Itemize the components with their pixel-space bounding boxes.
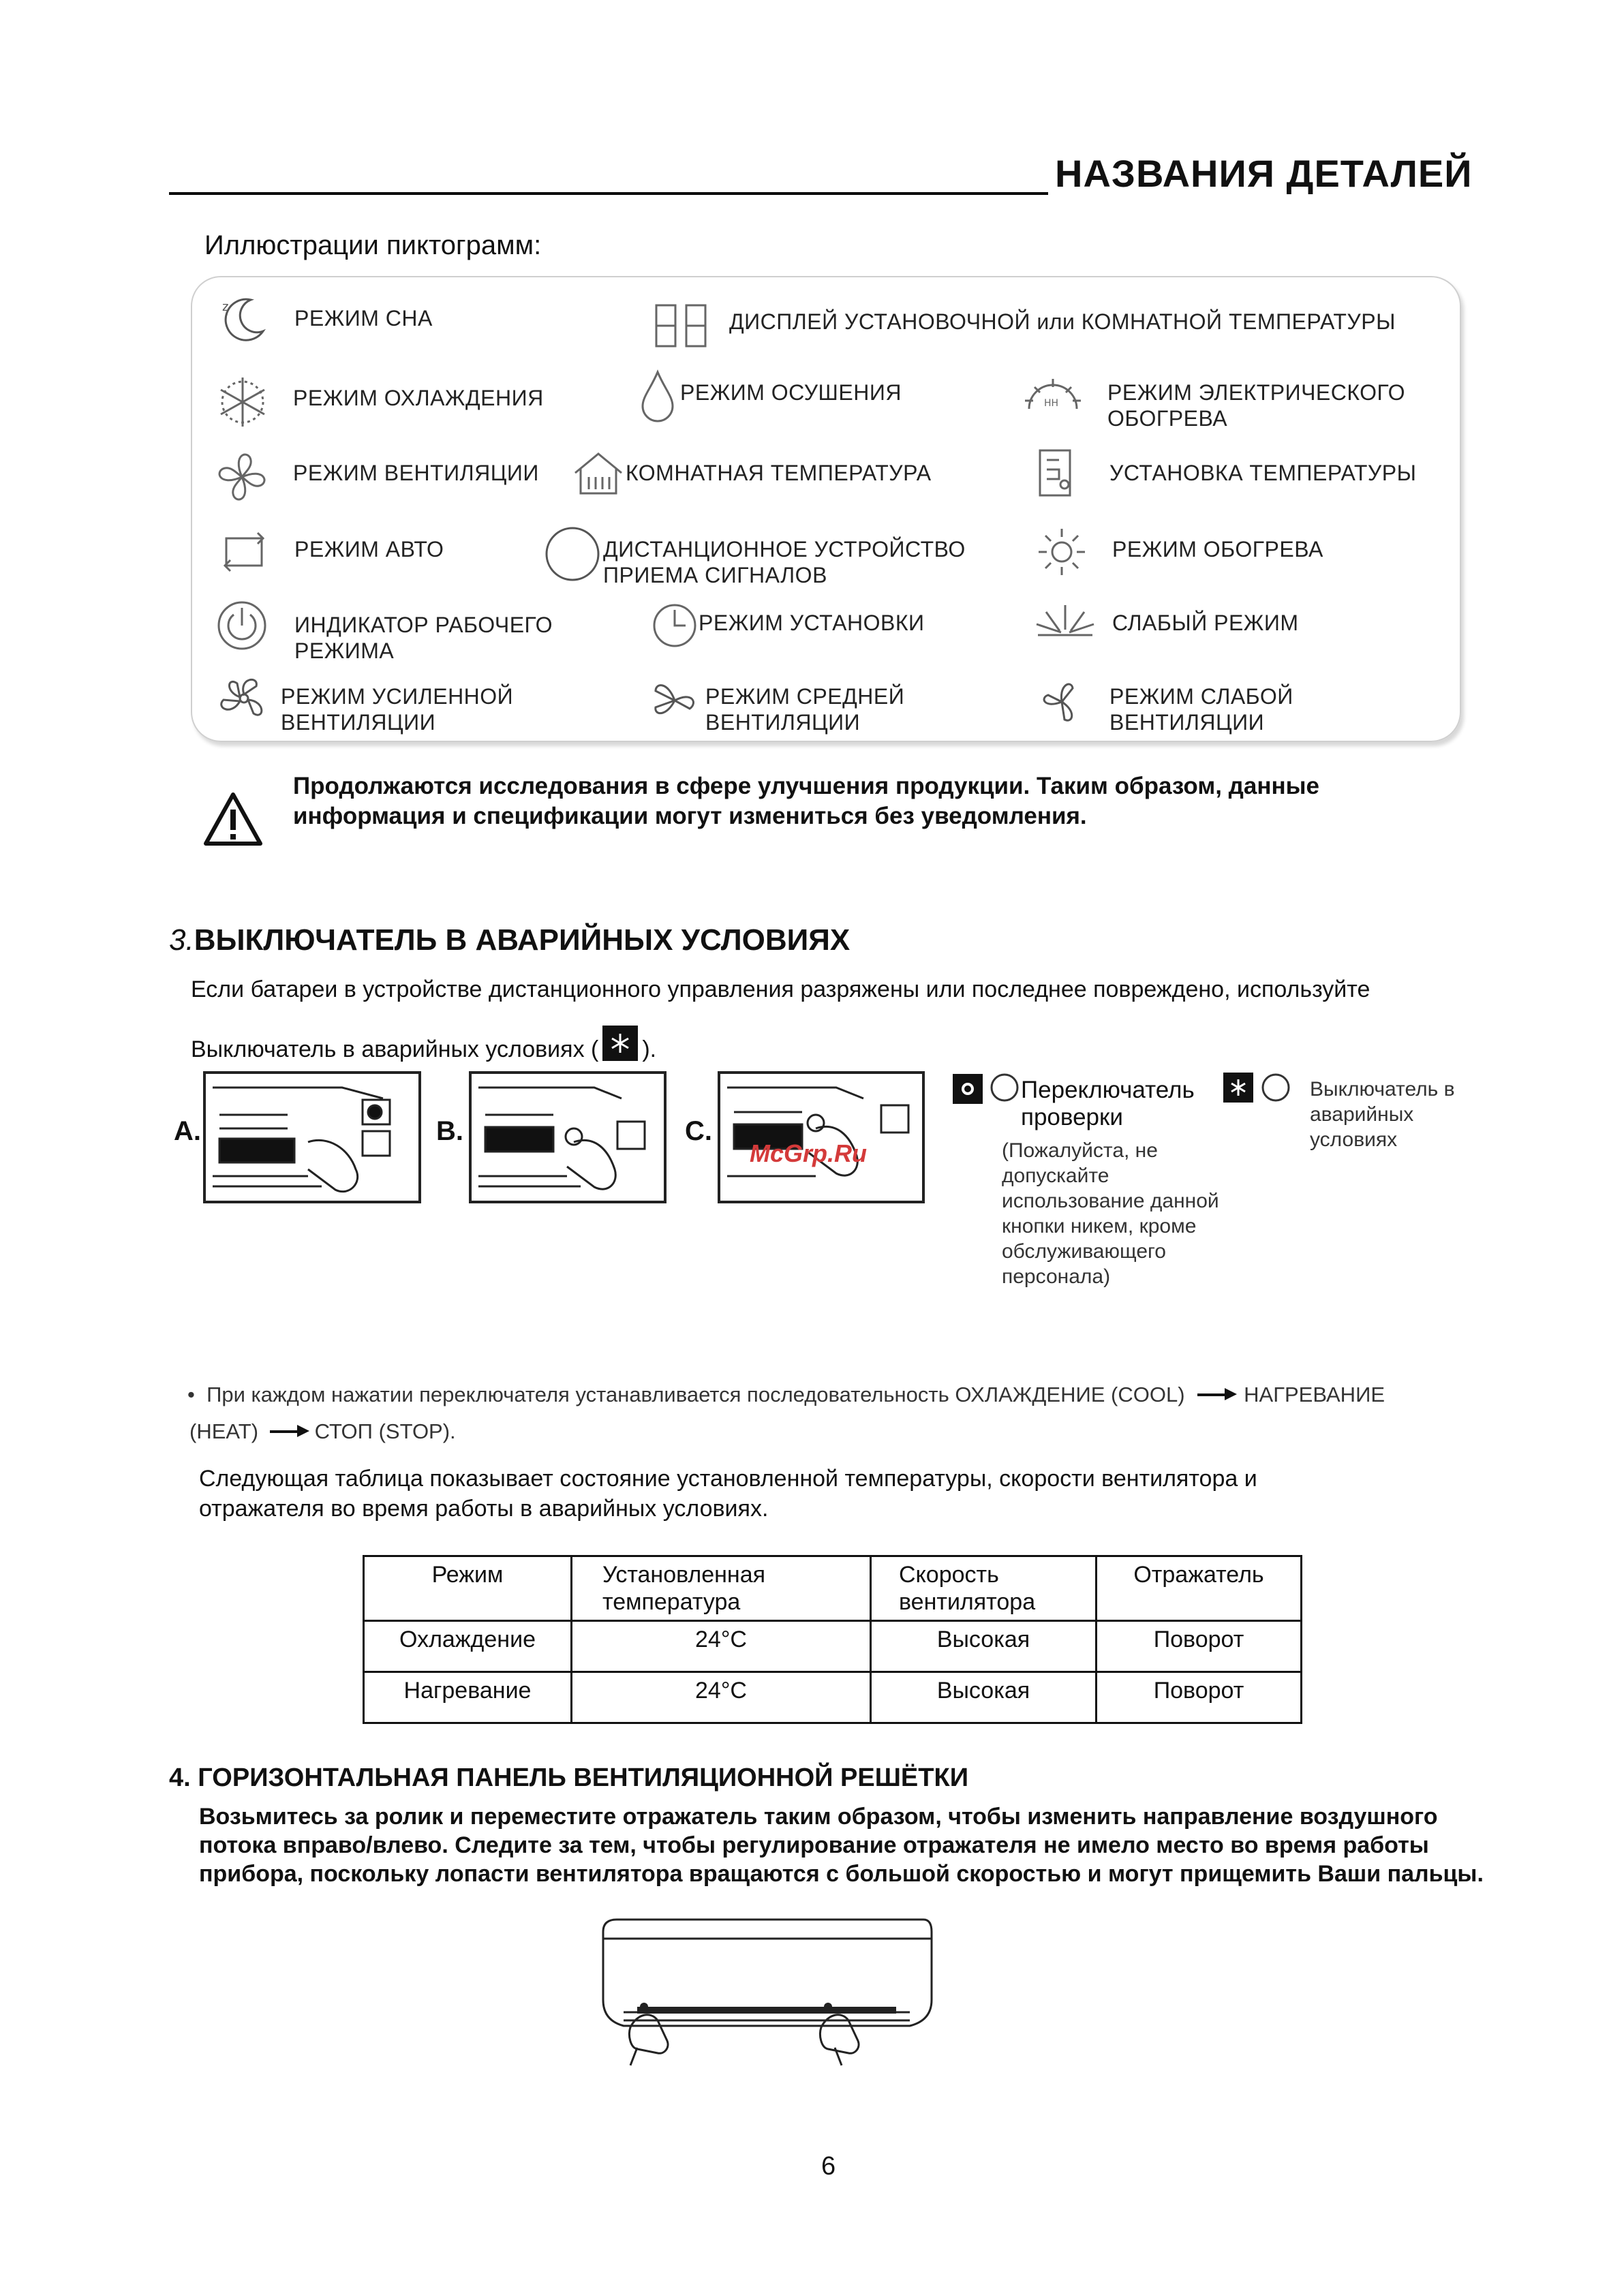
sleep-mode-icon bbox=[217, 292, 271, 346]
remote-receiver-icon bbox=[542, 523, 603, 585]
header-rule bbox=[169, 192, 1048, 195]
legend-line: аварийных bbox=[1310, 1103, 1414, 1126]
table-cell: 24°C bbox=[572, 1621, 871, 1672]
pictogram-label: ДИСТАНЦИОННОЕ УСТРОЙСТВО ПРИЕМА СИГНАЛОВ bbox=[603, 537, 966, 587]
low-mode-icon bbox=[1032, 600, 1098, 641]
bullet-line-2 bbox=[189, 1419, 456, 1444]
check-switch-button-icon bbox=[990, 1073, 1020, 1103]
figure-b-panel bbox=[469, 1071, 667, 1203]
bullet-dot: • bbox=[187, 1383, 207, 1406]
pictogram-label: РЕЖИМ ОБОГРЕВА bbox=[1112, 537, 1323, 561]
section-4-title: 4. ГОРИЗОНТАЛЬНАЯ ПАНЕЛЬ ВЕНТИЛЯЦИОННОЙ РЕШЁТКИ bbox=[169, 1763, 969, 1792]
section-3-paragraph-2 bbox=[191, 1026, 656, 1064]
fan-mode-icon bbox=[211, 446, 273, 508]
pictogram-label: КОМНАТНАЯ ТЕМПЕРАТУРА bbox=[626, 461, 932, 485]
watermark: McGrp.Ru bbox=[750, 1139, 868, 1167]
section-3-paragraph-1: Если батареи в устройстве дистанционного управления разряжены или последнее повреждено, используйте bbox=[191, 976, 1370, 1002]
paragraph-2-before: Выключатель в аварийных условиях ( bbox=[191, 1036, 599, 1062]
table-cell: Поворот bbox=[1097, 1672, 1302, 1723]
bullet-text-2a: (HEAT) bbox=[189, 1419, 259, 1443]
table-intro-1: Следующая таблица показывает состояние установленной температуры, скорости вентилятора и bbox=[199, 1466, 1257, 1492]
electric-heat-icon bbox=[1022, 375, 1084, 416]
table-cell: Высокая bbox=[871, 1621, 1097, 1672]
emergency-legend-icon bbox=[1223, 1073, 1253, 1103]
legend-line: Выключатель в bbox=[1310, 1078, 1455, 1100]
fan-medium-icon bbox=[647, 673, 702, 728]
note-line: персонала) bbox=[1002, 1265, 1111, 1288]
air-conditioner-illustration bbox=[596, 1911, 937, 2071]
emergency-switch-icon bbox=[602, 1026, 638, 1061]
note-line: допускайте bbox=[1002, 1165, 1109, 1187]
bullet-text-2b: СТОП (STOP). bbox=[314, 1419, 456, 1443]
section-3-title bbox=[169, 923, 850, 957]
section-3-title-text: ВЫКЛЮЧАТЕЛЬ В АВАРИЙНЫХ УСЛОВИЯХ bbox=[194, 923, 851, 957]
pictogram-label: ДИСПЛЕЙ УСТАНОВОЧНОЙ или КОМНАТНОЙ ТЕМПЕРАТУРЫ bbox=[729, 309, 1396, 334]
arrow-right-icon bbox=[1196, 1382, 1238, 1407]
header-cell: Режим bbox=[364, 1556, 572, 1621]
note-line: обслуживающего bbox=[1002, 1240, 1166, 1263]
room-temperature-icon bbox=[571, 450, 626, 497]
pictogram-box bbox=[191, 276, 1461, 742]
emergency-mode-table bbox=[363, 1555, 1302, 1724]
table-cell: Охлаждение bbox=[364, 1621, 572, 1672]
heat-mode-icon bbox=[1036, 526, 1088, 578]
pictogram-label: РЕЖИМ АВТО bbox=[294, 537, 444, 561]
pictogram-label: РЕЖИМ УСТАНОВКИ bbox=[699, 611, 925, 635]
dry-mode-icon bbox=[637, 368, 678, 422]
bullet-text-1: При каждом нажатии переключателя устанавливается последовательность ОХЛАЖДЕНИЕ (COOL) bbox=[206, 1383, 1185, 1406]
section-3-number: 3. bbox=[169, 923, 194, 957]
check-switch-label-1: Переключатель bbox=[1021, 1077, 1195, 1103]
pictogram-label: РЕЖИМ ОХЛАЖДЕНИЯ bbox=[293, 386, 544, 410]
table-intro-2: отражателя во время работы в аварийных условиях. bbox=[199, 1496, 769, 1522]
figure-label-a: A. bbox=[174, 1116, 201, 1146]
check-switch-label-2: проверки bbox=[1021, 1104, 1123, 1130]
table-row bbox=[364, 1621, 1302, 1672]
fan-low-icon bbox=[1035, 675, 1089, 729]
warning-line-2: информация и спецификации могут измениться без уведомления. bbox=[293, 803, 1087, 829]
legend-line: условиях bbox=[1310, 1128, 1398, 1151]
auto-mode-icon bbox=[217, 525, 271, 579]
cooling-mode-icon bbox=[214, 373, 271, 431]
page-title: НАЗВАНИЯ ДЕТАЛЕЙ bbox=[1055, 152, 1473, 195]
pictogram-label: РЕЖИМ УСИЛЕННОЙ ВЕНТИЛЯЦИИ bbox=[281, 684, 514, 735]
header-cell: Скорость вентилятора bbox=[871, 1556, 1097, 1621]
table-cell: 24°C bbox=[572, 1672, 871, 1723]
check-switch-note bbox=[1002, 1138, 1219, 1289]
fan-high-icon bbox=[211, 671, 277, 726]
page-number: 6 bbox=[821, 2152, 836, 2181]
svg-text:z: z bbox=[222, 300, 229, 314]
pictogram-label: СЛАБЫЙ РЕЖИМ bbox=[1112, 611, 1299, 635]
table-header-row bbox=[364, 1556, 1302, 1621]
pictograms-heading: Иллюстрации пиктограмм: bbox=[204, 230, 542, 260]
pictogram-label: РЕЖИМ СНА bbox=[294, 306, 433, 330]
pictogram-label: РЕЖИМ СРЕДНЕЙ ВЕНТИЛЯЦИИ bbox=[705, 684, 905, 735]
table-cell: Поворот bbox=[1097, 1621, 1302, 1672]
pictogram-label: РЕЖИМ ОСУШЕНИЯ bbox=[680, 380, 902, 405]
note-line: использование данной bbox=[1002, 1190, 1219, 1212]
section-4-line-2: потока вправо/влево. Следите за тем, чтобы регулирование отражателя не имело место во время работы bbox=[199, 1832, 1429, 1858]
pictogram-label: ИНДИКАТОР РАБОЧЕГО РЕЖИМА bbox=[294, 613, 553, 663]
section-4-line-1: Возьмитесь за ролик и переместите отражатель таким образом, чтобы изменить направление воздушного bbox=[199, 1804, 1438, 1830]
figure-label-b: B. bbox=[436, 1116, 463, 1146]
pictogram-label: РЕЖИМ ЭЛЕКТРИЧЕСКОГО ОБОГРЕВА bbox=[1107, 380, 1405, 431]
check-switch-icon bbox=[953, 1074, 983, 1104]
pictogram-label: УСТАНОВКА ТЕМПЕРАТУРЫ bbox=[1109, 461, 1417, 485]
bullet-line-1 bbox=[187, 1382, 1385, 1407]
svg-text:HH: HH bbox=[1044, 398, 1059, 409]
figure-label-c: C. bbox=[685, 1116, 712, 1146]
figure-c-panel bbox=[718, 1071, 925, 1203]
header-cell: Установленная температура bbox=[572, 1556, 871, 1621]
paragraph-2-after: ). bbox=[642, 1036, 657, 1062]
pictogram-label: РЕЖИМ ВЕНТИЛЯЦИИ bbox=[293, 461, 539, 485]
table-row bbox=[364, 1672, 1302, 1723]
timer-mode-icon bbox=[651, 602, 699, 649]
temperature-display-icon bbox=[651, 300, 719, 354]
set-temperature-icon bbox=[1035, 446, 1082, 501]
table-cell: Нагревание bbox=[364, 1672, 572, 1723]
operation-indicator-icon bbox=[215, 598, 269, 653]
emergency-legend-label bbox=[1310, 1077, 1455, 1152]
emergency-button-icon bbox=[1261, 1073, 1291, 1103]
warning-triangle-icon bbox=[203, 790, 263, 848]
figure-a-panel bbox=[203, 1071, 421, 1203]
warning-line-1: Продолжаются исследования в сфере улучшения продукции. Таким образом, данные bbox=[293, 773, 1319, 799]
bullet-text-1b: НАГРЕВАНИЕ bbox=[1244, 1383, 1385, 1406]
arrow-right-icon bbox=[269, 1419, 311, 1444]
pictogram-label: РЕЖИМ СЛАБОЙ ВЕНТИЛЯЦИИ bbox=[1109, 684, 1293, 735]
note-line: кнопки никем, кроме bbox=[1002, 1215, 1197, 1237]
table-cell: Высокая bbox=[871, 1672, 1097, 1723]
section-4-line-3: прибора, поскольку лопасти вентилятора вращаются с большой скоростью и могут прищемить Ваши пальцы. bbox=[199, 1861, 1484, 1887]
note-line: (Пожалуйста, не bbox=[1002, 1139, 1158, 1162]
header-cell: Отражатель bbox=[1097, 1556, 1302, 1621]
